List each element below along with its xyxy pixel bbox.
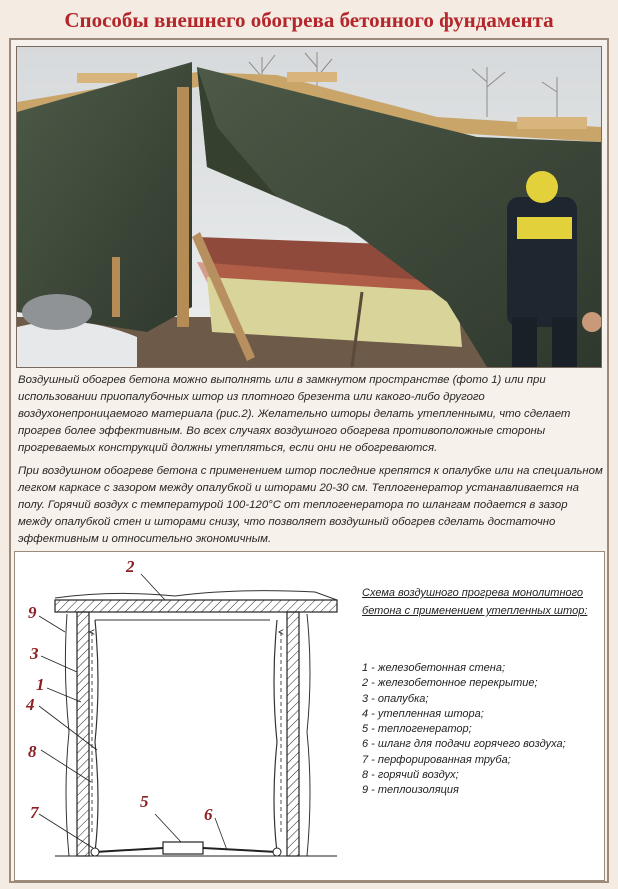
legend-item: 8 - горячий воздух; bbox=[362, 769, 459, 782]
intro-paragraph: Воздушный обогрев бетона можно выполнять или в замкнутом пространстве (фото 1) или при использовании приопалубочных штор из плотного брезента или какого-либо другого воздухонепроницаемого материала (рис.2). Желательно шторы делать утепленными, что сделает прогрев более эффективным. Во всех случаях воздушного обогрева противоположные стороны прогреваемых конструкций должны утепляться, если они не обогреваются. bbox=[18, 374, 571, 454]
callout-5: 5 bbox=[140, 792, 149, 811]
callout-9: 9 bbox=[28, 603, 37, 622]
legend-item: 1 - железобетонная стена; bbox=[362, 662, 506, 674]
legend-item: 3 - опалубка; bbox=[362, 692, 429, 705]
legend-item: 2 - железобетонное перекрытие; bbox=[362, 677, 538, 690]
construction-photo bbox=[16, 46, 602, 368]
details-paragraph: При воздушном обогреве бетона с применением штор последние крепятся к опалубке или на специальном легком каркасе с зазором между опалубкой и шторами 20-30 см. Теплогенератор устанавливается на полу. Горячий воздух с температурой 100-120°С от теплогенератора по шлангам подается в зазор между опалубкой стен и шторами снизу, что позволяет воздушный обогрев сделать достаточно эффективным и относительно экономичным. bbox=[18, 465, 603, 545]
callout-4: 4 bbox=[26, 695, 35, 714]
legend-item: 9 - теплоизоляция bbox=[362, 784, 459, 797]
callout-2: 2 bbox=[126, 557, 135, 576]
heating-scheme-drawing bbox=[15, 552, 355, 880]
diagram-caption: Схема воздушного прогрева монолитного бетона с применением утепленных штор: bbox=[362, 587, 588, 617]
page-title: Способы внешнего обогрева бетонного фундамента bbox=[64, 8, 554, 32]
callout-3: 3 bbox=[30, 644, 39, 663]
legend-item: 4 - утепленная штора; bbox=[362, 707, 484, 720]
callout-7: 7 bbox=[30, 803, 39, 822]
callout-1: 1 bbox=[36, 675, 45, 694]
legend-item: 5 - теплогенератор; bbox=[362, 723, 472, 736]
legend-item: 6 - шланг для подачи горячего воздуха; bbox=[362, 738, 566, 751]
callout-6: 6 bbox=[204, 805, 213, 824]
diagram-legend bbox=[362, 661, 602, 799]
callout-8: 8 bbox=[28, 742, 37, 761]
legend-item: 7 - перфорированная труба; bbox=[362, 753, 511, 766]
